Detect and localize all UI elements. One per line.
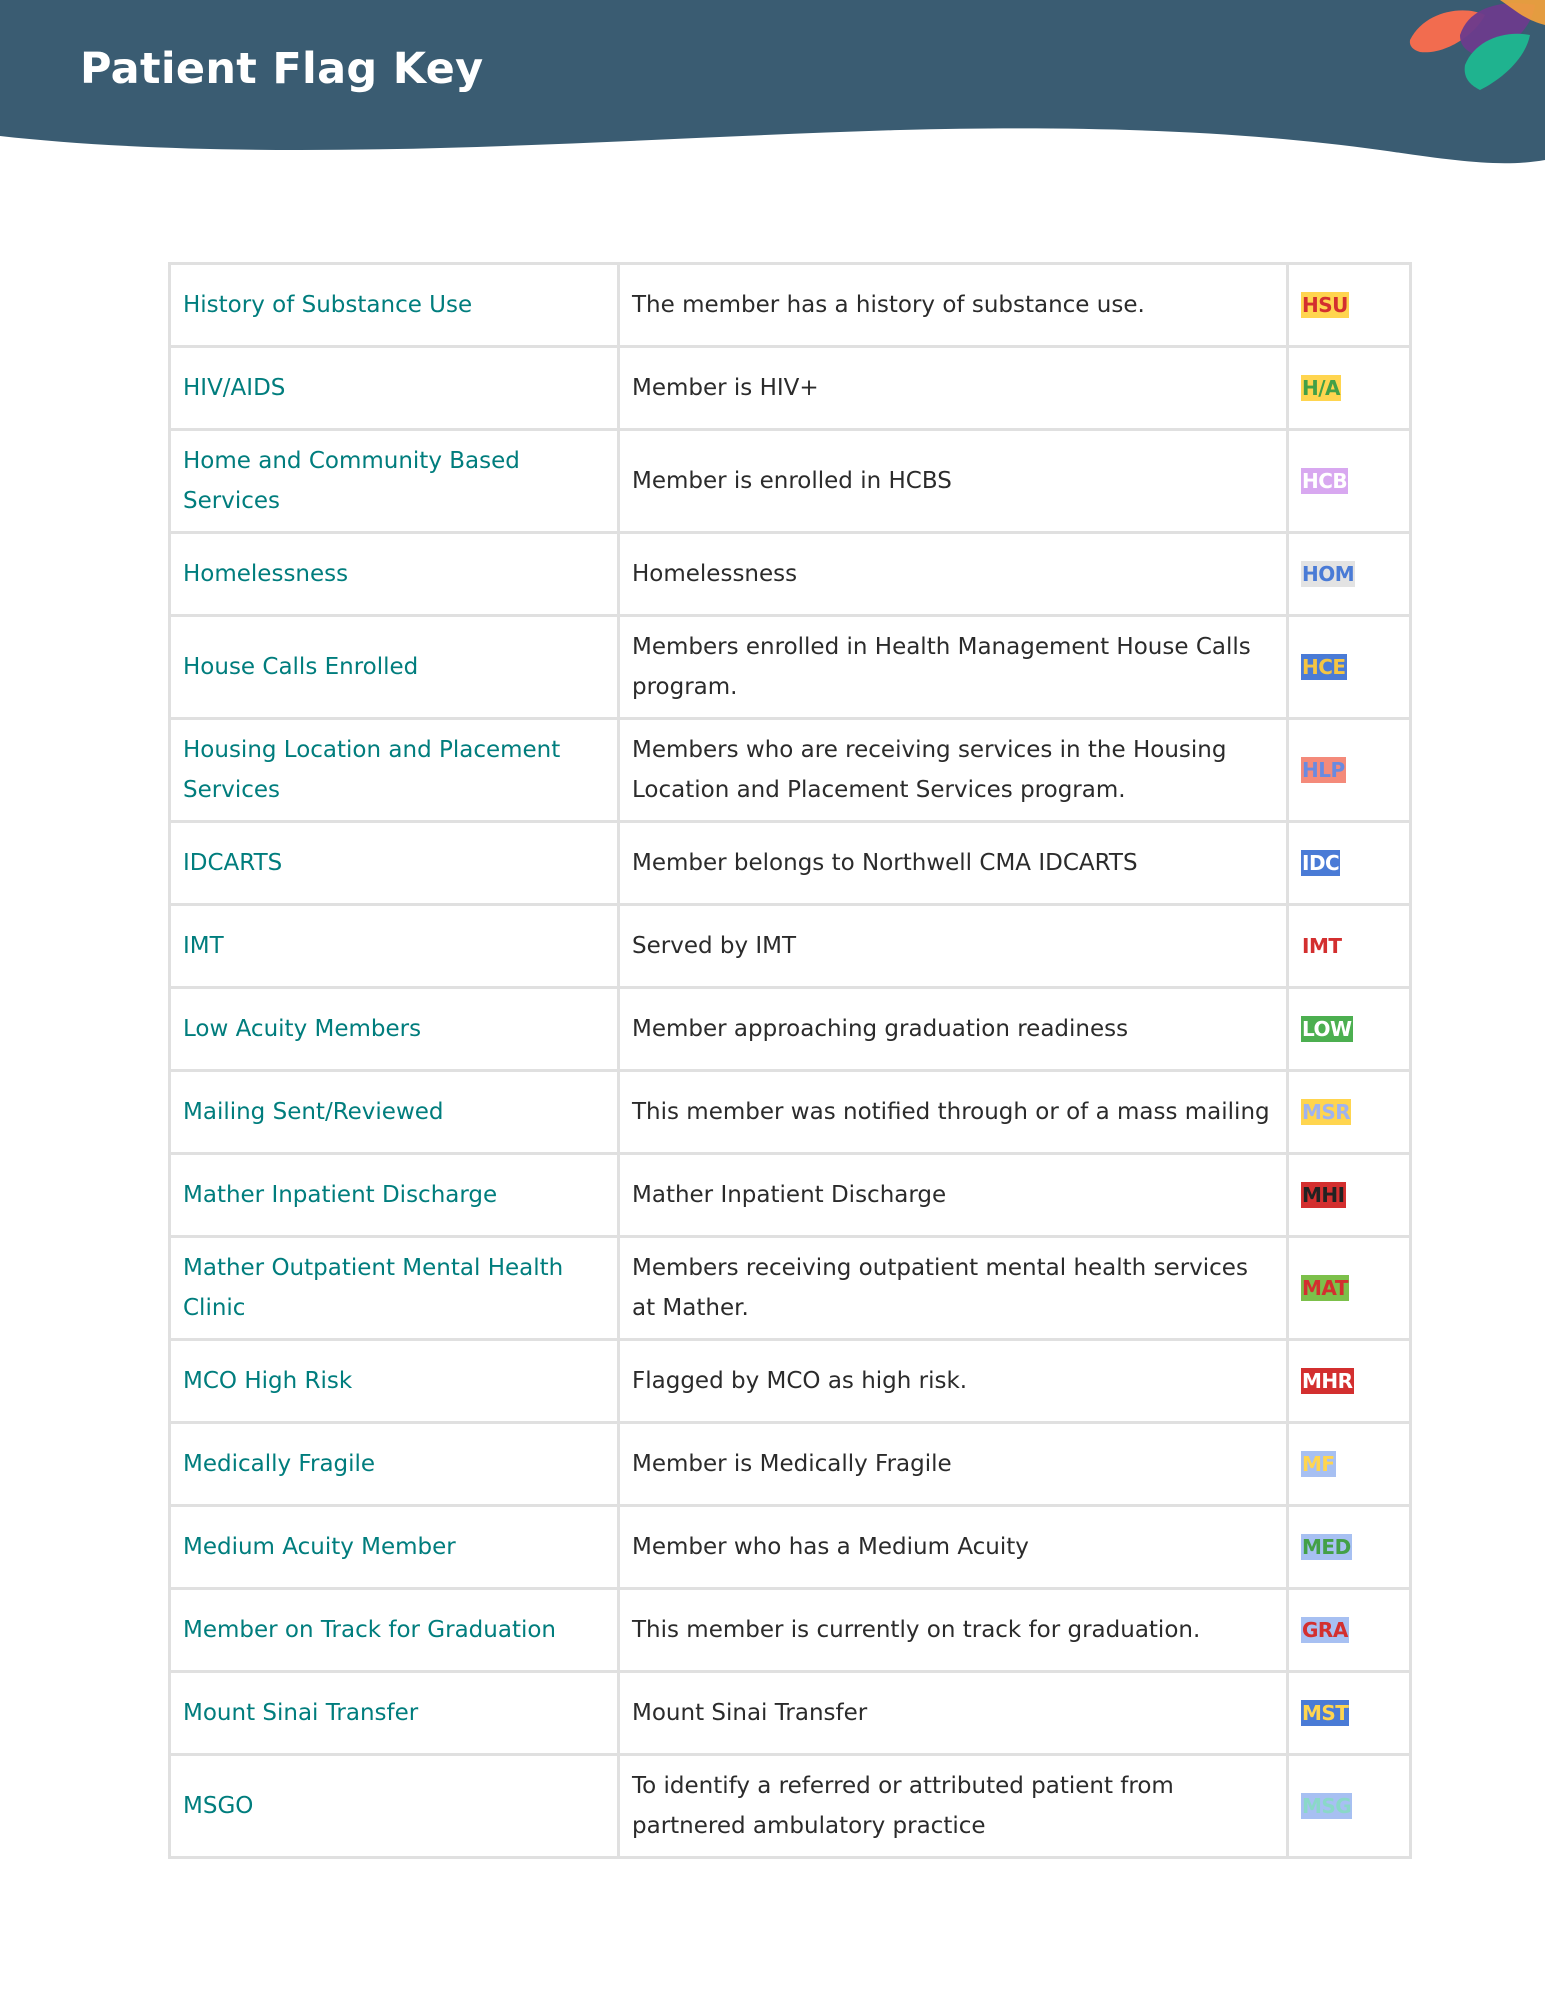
flag-description: This member was notified through or of a mass mailing xyxy=(619,1071,1288,1154)
flag-description: Homelessness xyxy=(619,533,1288,616)
table-row xyxy=(170,1589,1411,1672)
flag-description: To identify a referred or attributed patient from partnered ambulatory practice xyxy=(619,1755,1288,1858)
flag-description: Mount Sinai Transfer xyxy=(619,1672,1288,1755)
flag-code-cell xyxy=(1288,616,1411,719)
flag-name: Mount Sinai Transfer xyxy=(170,1672,619,1755)
flag-name: Home and Community Based Services xyxy=(170,430,619,533)
table-row xyxy=(170,822,1411,905)
table-row xyxy=(170,264,1411,347)
table-row xyxy=(170,1423,1411,1506)
flag-description: Flagged by MCO as high risk. xyxy=(619,1340,1288,1423)
flag-code-cell xyxy=(1288,264,1411,347)
flag-description: Member is enrolled in HCBS xyxy=(619,430,1288,533)
flag-code-cell xyxy=(1288,1154,1411,1237)
flag-code-cell xyxy=(1288,347,1411,430)
flag-name: Medium Acuity Member xyxy=(170,1506,619,1589)
flag-code-badge: HOM xyxy=(1302,562,1355,586)
flag-name: Homelessness xyxy=(170,533,619,616)
flag-code-cell xyxy=(1288,1340,1411,1423)
flag-code-cell xyxy=(1288,1423,1411,1506)
flag-code-cell xyxy=(1288,533,1411,616)
flag-code-badge: MF xyxy=(1302,1452,1335,1476)
flag-name: Member on Track for Graduation xyxy=(170,1589,619,1672)
flag-description: Member approaching graduation readiness xyxy=(619,988,1288,1071)
flag-code-cell xyxy=(1288,822,1411,905)
flag-code-badge: IDC xyxy=(1302,851,1340,875)
page-title: Patient Flag Key xyxy=(80,44,484,94)
flag-code-badge: IMT xyxy=(1302,934,1342,958)
flag-code-badge: MHR xyxy=(1302,1369,1353,1393)
flag-name: History of Substance Use xyxy=(170,264,619,347)
flag-name: HIV/AIDS xyxy=(170,347,619,430)
flag-name: Low Acuity Members xyxy=(170,988,619,1071)
flag-code-cell xyxy=(1288,905,1411,988)
table-row xyxy=(170,1237,1411,1340)
flag-description: Members enrolled in Health Management House Calls program. xyxy=(619,616,1288,719)
flag-code-cell xyxy=(1288,1506,1411,1589)
table-row xyxy=(170,1755,1411,1858)
table-row xyxy=(170,1071,1411,1154)
flag-code-badge: HSU xyxy=(1302,293,1348,317)
leaves-logo-icon xyxy=(1405,0,1545,100)
flag-name: Housing Location and Placement Services xyxy=(170,719,619,822)
flag-code-badge: HCE xyxy=(1302,655,1346,679)
table-row xyxy=(170,533,1411,616)
table-row xyxy=(170,1672,1411,1755)
table-row xyxy=(170,905,1411,988)
flag-name: Medically Fragile xyxy=(170,1423,619,1506)
flag-name: IMT xyxy=(170,905,619,988)
flag-code-badge: MSG xyxy=(1302,1794,1352,1818)
table-row xyxy=(170,719,1411,822)
flag-name: House Calls Enrolled xyxy=(170,616,619,719)
flag-name: Mailing Sent/Reviewed xyxy=(170,1071,619,1154)
flag-description: The member has a history of substance use. xyxy=(619,264,1288,347)
flag-code-badge: HCB xyxy=(1302,469,1348,493)
flag-code-badge: MHI xyxy=(1302,1183,1345,1207)
flag-description: This member is currently on track for graduation. xyxy=(619,1589,1288,1672)
flag-key-table xyxy=(168,262,1412,1859)
table-row xyxy=(170,988,1411,1071)
flag-code-badge: LOW xyxy=(1302,1017,1352,1041)
flag-code-badge: MAT xyxy=(1302,1276,1348,1300)
flag-description: Member belongs to Northwell CMA IDCARTS xyxy=(619,822,1288,905)
table-row xyxy=(170,616,1411,719)
flag-name: MSGO xyxy=(170,1755,619,1858)
flag-description: Members receiving outpatient mental health services at Mather. xyxy=(619,1237,1288,1340)
flag-code-badge: GRA xyxy=(1302,1618,1348,1642)
flag-description: Member who has a Medium Acuity xyxy=(619,1506,1288,1589)
table-row xyxy=(170,1340,1411,1423)
flag-description: Served by IMT xyxy=(619,905,1288,988)
flag-code-cell xyxy=(1288,1755,1411,1858)
flag-description: Member is Medically Fragile xyxy=(619,1423,1288,1506)
flag-name: IDCARTS xyxy=(170,822,619,905)
flag-code-cell xyxy=(1288,1237,1411,1340)
flag-code-badge: MED xyxy=(1302,1535,1351,1559)
page-header xyxy=(0,0,1545,170)
table-row xyxy=(170,1506,1411,1589)
flag-code-badge: MSR xyxy=(1302,1100,1351,1124)
flag-code-cell xyxy=(1288,1589,1411,1672)
table-row xyxy=(170,430,1411,533)
flag-code-cell xyxy=(1288,988,1411,1071)
flag-name: MCO High Risk xyxy=(170,1340,619,1423)
flag-description: Members who are receiving services in the Housing Location and Placement Services program. xyxy=(619,719,1288,822)
flag-name: Mather Inpatient Discharge xyxy=(170,1154,619,1237)
flag-code-badge: HLP xyxy=(1302,758,1345,782)
table-row xyxy=(170,347,1411,430)
table-row xyxy=(170,1154,1411,1237)
flag-code-cell xyxy=(1288,430,1411,533)
flag-code-badge: H/A xyxy=(1302,376,1341,400)
flag-code-cell xyxy=(1288,1672,1411,1755)
flag-code-badge: MST xyxy=(1302,1701,1349,1725)
flag-name: Mather Outpatient Mental Health Clinic xyxy=(170,1237,619,1340)
flag-description: Member is HIV+ xyxy=(619,347,1288,430)
flag-code-cell xyxy=(1288,719,1411,822)
flag-code-cell xyxy=(1288,1071,1411,1154)
flag-description: Mather Inpatient Discharge xyxy=(619,1154,1288,1237)
